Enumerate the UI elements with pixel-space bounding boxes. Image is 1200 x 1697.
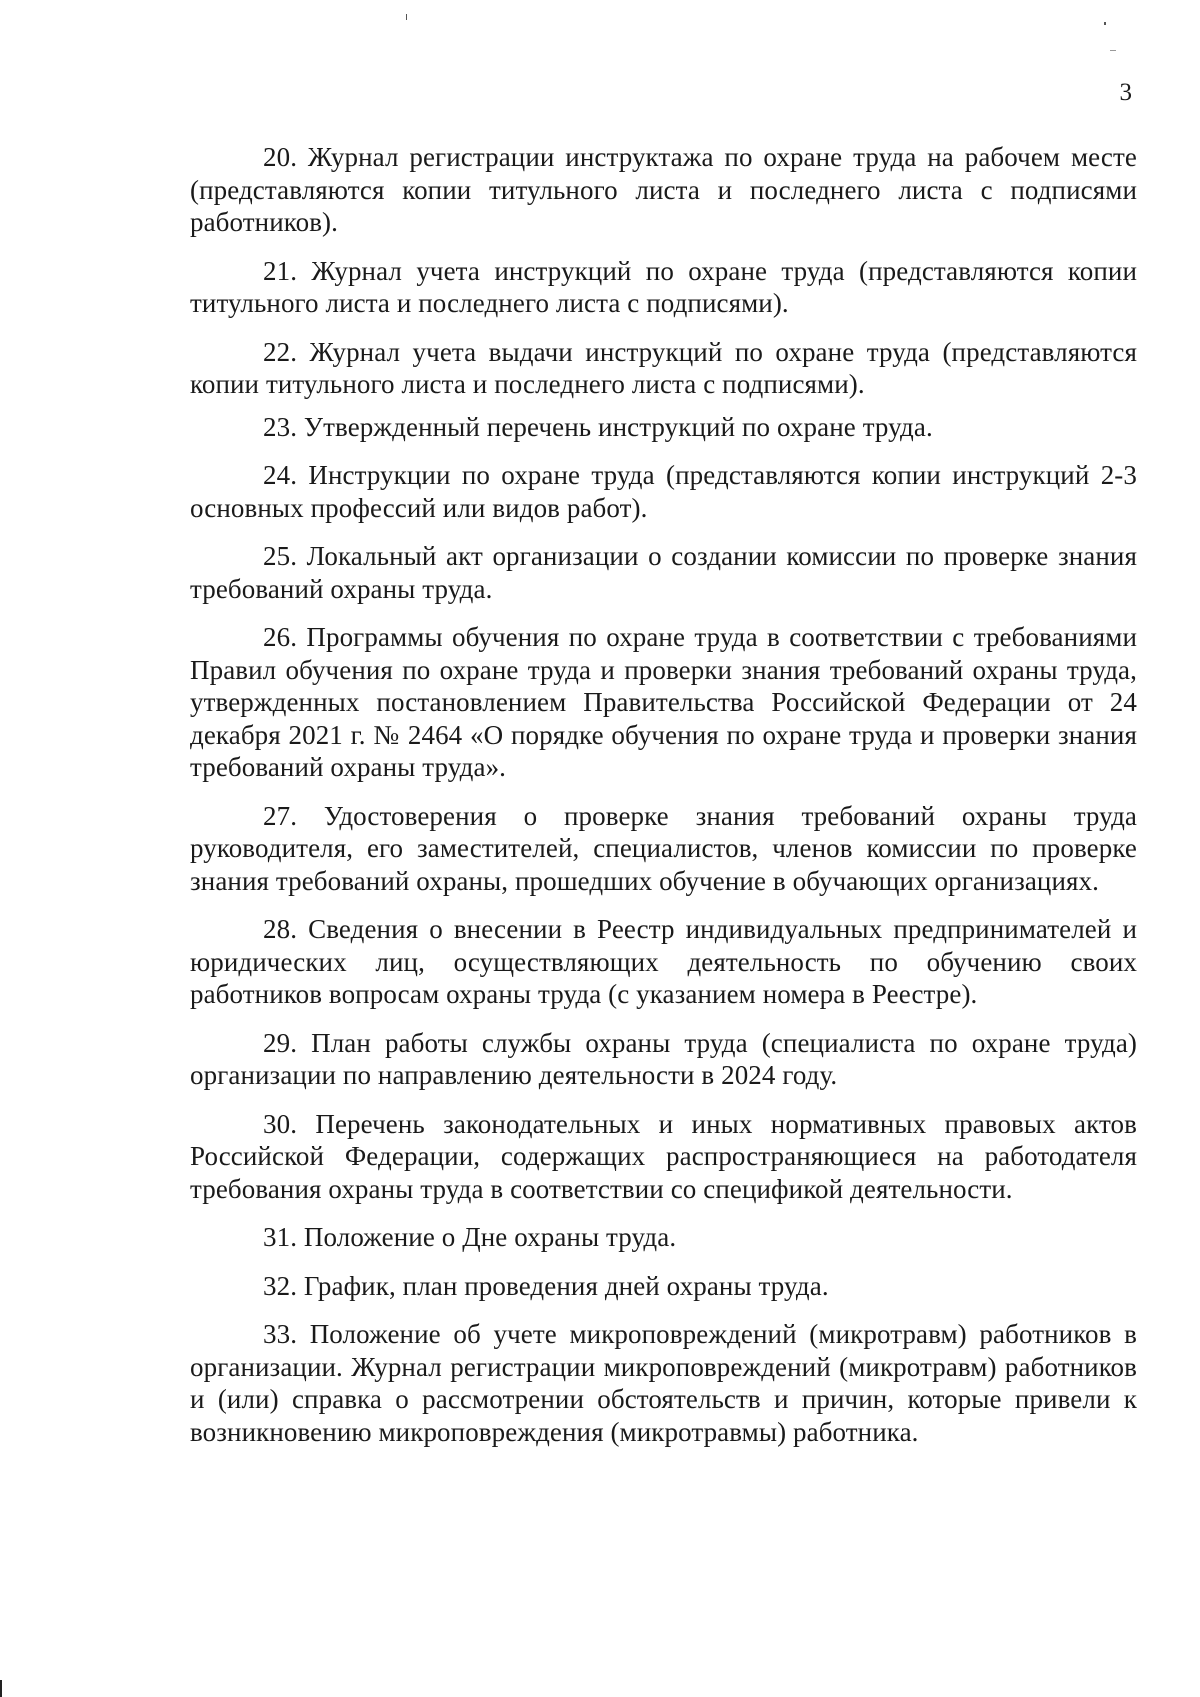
list-item: 23. Утвержденный перечень инструкций по охране труда. [263, 411, 933, 442]
list-item: 32. График, план проведения дней охраны труда. [263, 1270, 829, 1301]
list-item: 24. Инструкции по охране труда (представляются копии инструкций 2-3 основных профессий или видов работ). [190, 460, 1137, 523]
list-item: 20. Журнал регистрации инструктажа по охране труда на рабочем месте (представляются копии титульного листа и последнего листа с подписями работников). [190, 142, 1137, 237]
list-item: 25. Локальный акт организации о создании комиссии по проверке знания требований охраны труда. [190, 541, 1137, 604]
page-number: 3 [1119, 79, 1132, 106]
list-item: 21. Журнал учета инструкций по охране труда (представляются копии титульного листа и последнего листа с подписями). [190, 255, 1137, 318]
list-item: 26. Программы обучения по охране труда в соответствии с требованиями Правил обучения по охране труда и проверки знания требований охраны труда, утвержденных постановлением Правительства Российской Федерации от 24 декабря 2021 г. № 2464 «О порядке обучения по охране труда и проверки знания требований охраны труда». [190, 622, 1137, 782]
scan-edge-mark [0, 1680, 2, 1697]
list-item: 30. Перечень законодательных и иных нормативных правовых актов Российской Федерации, содержащих распространяющиеся на работодателя требования охраны труда в соответствии со спецификой деятельности. [190, 1108, 1137, 1204]
list-item: 22. Журнал учета выдачи инструкций по охране труда (представляются копии титульного листа и последнего листа с подписями). [190, 336, 1137, 399]
scan-speck [1110, 50, 1116, 51]
scan-speck [1104, 22, 1106, 25]
list-item: 29. План работы службы охраны труда (специалиста по охране труда) организации по направлению деятельности в 2024 году. [190, 1027, 1137, 1090]
list-item: 33. Положение об учете микроповреждений (микротравм) работников в организации. Журнал регистрации микроповреждений (микротравм) работников и (или) справка о рассмотрении обстоятельств и причин, которые привели к возникновению микроповреждения (микротравмы) работника. [190, 1319, 1137, 1447]
list-item: 31. Положение о Дне охраны труда. [263, 1222, 677, 1252]
list-item: 27. Удостоверения о проверке знания требований охраны труда руководителя, его заместителей, специалистов, членов комиссии по проверке знания требований охраны, прошедших обучение в обучающих организациях. [190, 800, 1137, 896]
scan-speck [406, 14, 407, 20]
document-body [190, 141, 1137, 1448]
list-item: 28. Сведения о внесении в Реестр индивидуальных предпринимателей и юридических лиц, осуществляющих деятельность по обучению своих работников вопросам охраны труда (с указанием номера в Реестре). [190, 914, 1137, 1009]
